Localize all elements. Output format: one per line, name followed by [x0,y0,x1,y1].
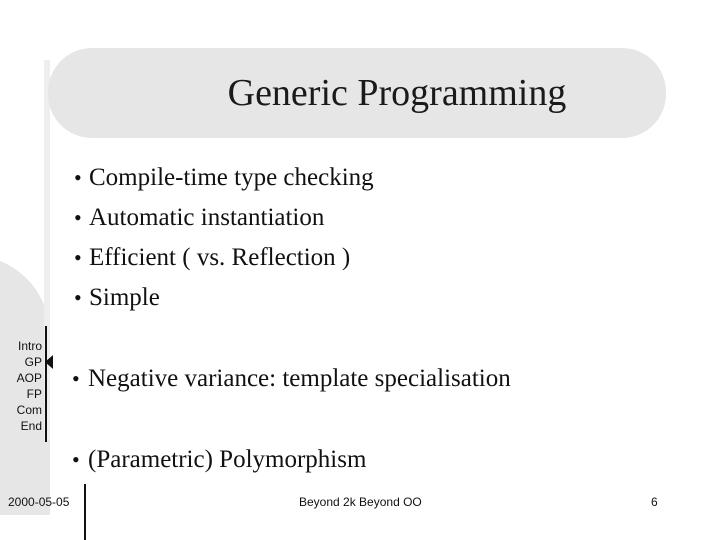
slide-title: Generic Programming [227,72,567,114]
list-item [74,158,374,198]
bullet-text: Simple [89,284,160,311]
footer-divider [84,484,86,540]
main-bullet-list [74,158,374,318]
bullet-text: Efficient ( vs. Reflection ) [89,244,351,271]
nav-divider [45,326,47,442]
bullet-text: (Parametric) Polymorphism [88,446,367,473]
polymorphism-bullet [58,440,366,480]
current-section-marker-icon [45,355,53,369]
nav-item-gp[interactable]: GP [24,355,42,369]
bullet-icon: • [74,245,82,270]
bullet-icon: • [74,285,82,310]
nav-item-end[interactable]: End [20,419,42,433]
title-box [48,48,666,138]
footer-date: 2000-05-05 [8,495,70,509]
nav-item-com[interactable]: Com [16,403,42,417]
bullet-icon: • [72,447,80,472]
bullet-text: Compile-time type checking [89,164,374,191]
bullet-text: Negative variance: template specialisation [88,365,511,392]
bullet-icon: • [74,205,82,230]
page-number: 6 [651,495,658,509]
bullet-icon: • [74,165,82,190]
footer-title: Beyond 2k Beyond OO [299,495,422,509]
nav-item-fp[interactable]: FP [26,387,42,401]
list-item [74,278,374,318]
nav-item-intro[interactable]: Intro [17,339,42,353]
section-nav [0,338,42,434]
list-item [58,359,511,399]
bullet-icon: • [72,366,80,391]
list-item [74,238,374,278]
variance-bullet [58,359,511,399]
nav-item-aop[interactable]: AOP [16,371,42,385]
list-item [74,198,374,238]
list-item [58,440,366,480]
bullet-text: Automatic instantiation [89,204,325,231]
